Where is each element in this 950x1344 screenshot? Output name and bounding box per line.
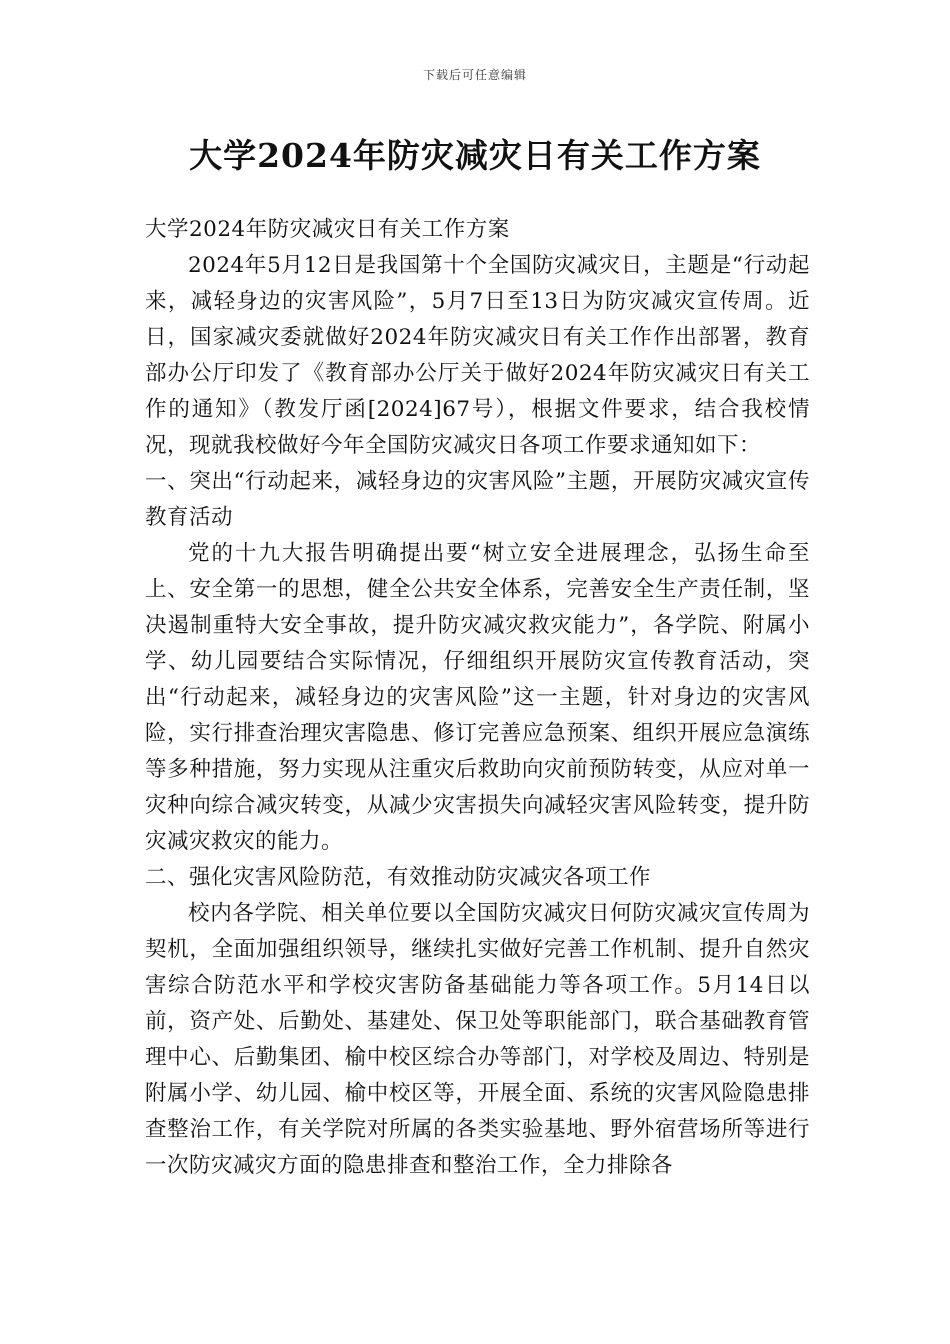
section-heading: 二、强化灾害风险防范，有效推动防灾减灾各项工作 bbox=[145, 865, 652, 890]
document-body bbox=[145, 212, 810, 1184]
paragraph: 大学2024年防灾减灾日有关工作方案 bbox=[145, 217, 510, 242]
header-note: 下载后可任意编辑 bbox=[422, 68, 527, 82]
section-heading: 一、突出“行动起来，减轻身边的灾害风险”主题，开展防灾减灾宣传教育活动 bbox=[145, 469, 810, 530]
paragraph: 校内各学院、相关单位要以全国防灾减灾日何防灾减灾宣传周为契机，全面加强组织领导，继续扎实做好完善工作机制、提升自然灾害综合防范水平和学校灾害防备基础能力等各项工作。5月14日以前，资产处、后勤处、基建处、保卫处等职能部门，联合基础教育管理中心、后勤集团、榆中校区综合办等部门，对学校及周边、特别是附属小学、幼儿园、榆中校区等，开展全面、系统的灾害风险隐患排查整治工作，有关学院对所属的各类实验基地、野外宿营场所等进行一次防灾减灾方面的隐患排查和整治工作，全力排除各 bbox=[145, 901, 810, 1178]
document-title: 大学2024年防灾减灾日有关工作方案 bbox=[189, 136, 761, 175]
paragraph: 2024年5月12日是我国第十个全国防灾减灾日，主题是“行动起来，减轻身边的灾害风险”，5月7日至13日为防灾减灾宣传周。近日，国家减灾委就做好2024年防灾减灾日有关工作作出部署，教育部办公厅印发了《教育部办公厅关于做好2024年防灾减灾日有关工作的通知》（教发厅函[2024]67号），根据文件要求，结合我校情况，现就我校做好今年全国防灾减灾日各项工作要求通知如下： bbox=[145, 253, 810, 458]
paragraph: 党的十九大报告明确提出要“树立安全进展理念，弘扬生命至上、安全第一的思想，健全公共安全体系，完善安全生产责任制，坚决遏制重特大安全事故，提升防灾减灾救灾能力”，各学院、附属小学、幼儿园要结合实际情况，仔细组织开展防灾宣传教育活动，突出“行动起来，减轻身边的灾害风险”这一主题，针对身边的灾害风险，实行排查治理灾害隐患、修订完善应急预案、组织开展应急演练等多种措施，努力实现从注重灾后救助向灾前预防转变，从应对单一灾种向综合减灾转变，从减少灾害损失向减轻灾害风险转变，提升防灾减灾救灾的能力。 bbox=[145, 541, 810, 854]
